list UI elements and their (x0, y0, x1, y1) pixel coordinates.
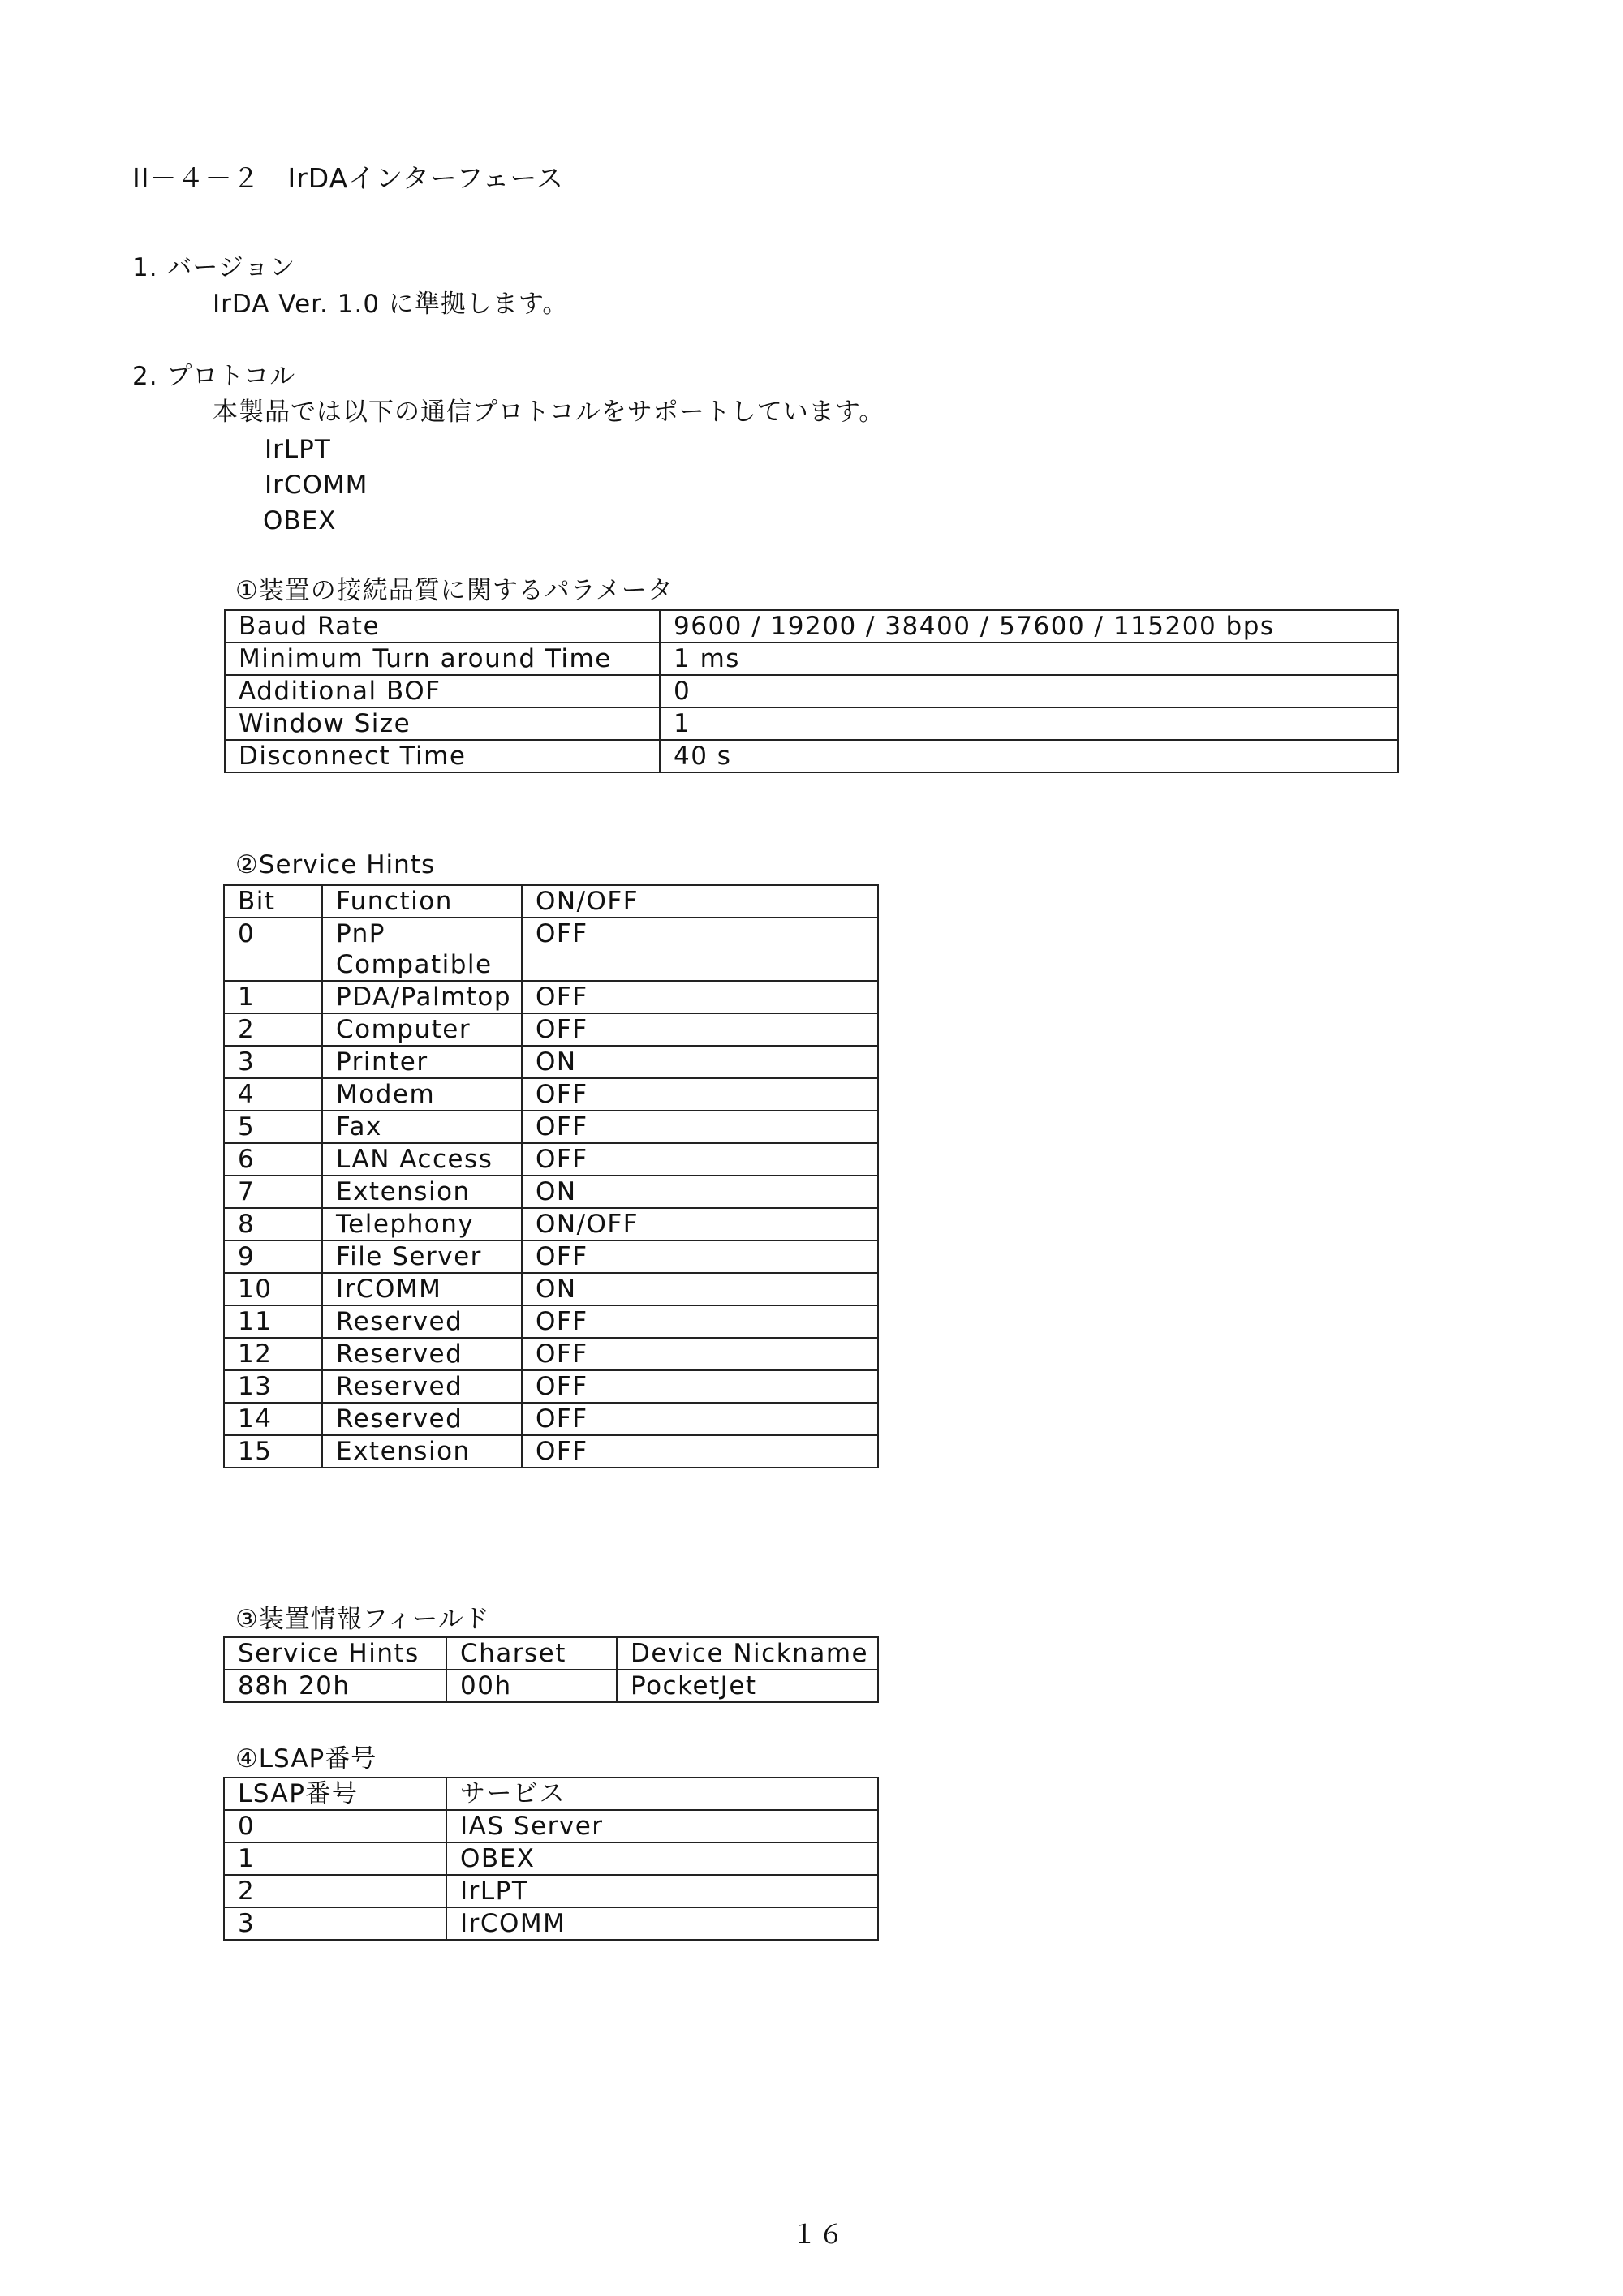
column-header: Device Nickname (617, 1637, 878, 1670)
function-cell: Reserved (322, 1338, 522, 1370)
bit-cell: 2 (224, 1013, 322, 1046)
table-header-row (224, 1637, 878, 1670)
column-header: Function (322, 885, 522, 918)
lsap-number-cell: 1 (224, 1842, 446, 1875)
bit-cell: 3 (224, 1046, 322, 1078)
bit-cell: 13 (224, 1370, 322, 1403)
table-row (224, 918, 878, 981)
bit-cell: 8 (224, 1208, 322, 1240)
lsap-number-cell: 3 (224, 1907, 446, 1940)
state-cell: ON (522, 1273, 878, 1305)
table-row (225, 675, 1398, 707)
function-cell: Fax (322, 1111, 522, 1143)
table-header-row (224, 885, 878, 918)
state-cell: OFF (522, 1111, 878, 1143)
table-row (224, 1842, 878, 1875)
function-cell: PnP Compatible (322, 918, 522, 981)
state-cell: OFF (522, 1240, 878, 1273)
bit-cell: 9 (224, 1240, 322, 1273)
page-title: II－４－２ IrDAインターフェース (132, 162, 564, 194)
params-table (224, 609, 1399, 773)
function-cell: Extension (322, 1435, 522, 1468)
state-cell: OFF (522, 981, 878, 1013)
param-name: Minimum Turn around Time (225, 643, 660, 675)
table-row (224, 1305, 878, 1338)
bit-cell: 12 (224, 1338, 322, 1370)
bit-cell: 11 (224, 1305, 322, 1338)
state-cell: OFF (522, 1370, 878, 1403)
function-cell: LAN Access (322, 1143, 522, 1176)
bit-cell: 7 (224, 1176, 322, 1208)
lsap-service-cell: IAS Server (446, 1810, 878, 1842)
table-row (224, 1273, 878, 1305)
service-hints-caption: ②Service Hints (235, 850, 436, 879)
charset-value: 00h (446, 1670, 617, 1702)
column-header: Service Hints (224, 1637, 446, 1670)
table-row (224, 1240, 878, 1273)
function-cell: File Server (322, 1240, 522, 1273)
params-table-caption: ①装置の接続品質に関するパラメータ (235, 576, 674, 605)
column-header: サービス (446, 1778, 878, 1810)
service-hints-value: 88h 20h (224, 1670, 446, 1702)
param-value: 0 (660, 675, 1398, 707)
state-cell: OFF (522, 918, 878, 981)
table-row (224, 981, 878, 1013)
function-cell: Extension (322, 1176, 522, 1208)
protocol-item: IrLPT (265, 435, 331, 464)
table-row (224, 1176, 878, 1208)
table-row (224, 1143, 878, 1176)
state-cell: OFF (522, 1078, 878, 1111)
state-cell: OFF (522, 1143, 878, 1176)
state-cell: OFF (522, 1338, 878, 1370)
lsap-number-cell: 0 (224, 1810, 446, 1842)
table-row (224, 1875, 878, 1907)
column-header: Bit (224, 885, 322, 918)
column-header: ON/OFF (522, 885, 878, 918)
table-row (225, 643, 1398, 675)
param-value: 40 s (660, 740, 1398, 772)
function-cell: PDA/Palmtop (322, 981, 522, 1013)
state-cell: ON (522, 1176, 878, 1208)
param-value: 1 (660, 707, 1398, 740)
table-row (225, 707, 1398, 740)
table-row (224, 1013, 878, 1046)
lsap-service-cell: IrLPT (446, 1875, 878, 1907)
param-value: 1 ms (660, 643, 1398, 675)
function-cell: Reserved (322, 1403, 522, 1435)
device-info-caption: ③装置情報フィールド (235, 1605, 490, 1634)
state-cell: OFF (522, 1013, 878, 1046)
bit-cell: 1 (224, 981, 322, 1013)
bit-cell: 14 (224, 1403, 322, 1435)
table-row (224, 1670, 878, 1702)
table-row (225, 610, 1398, 643)
function-cell: Reserved (322, 1305, 522, 1338)
function-cell: Computer (322, 1013, 522, 1046)
state-cell: ON (522, 1046, 878, 1078)
table-row (225, 740, 1398, 772)
device-nickname-value: PocketJet (617, 1670, 878, 1702)
bit-cell: 5 (224, 1111, 322, 1143)
table-row (224, 1810, 878, 1842)
version-section-title: 1. バージョン (132, 253, 296, 282)
lsap-number-cell: 2 (224, 1875, 446, 1907)
param-name: Baud Rate (225, 610, 660, 643)
bit-cell: 10 (224, 1273, 322, 1305)
lsap-service-cell: IrCOMM (446, 1907, 878, 1940)
param-value: 9600 / 19200 / 38400 / 57600 / 115200 bps (660, 610, 1398, 643)
function-cell: Reserved (322, 1370, 522, 1403)
protocol-section-title: 2. プロトコル (132, 362, 296, 391)
state-cell: ON/OFF (522, 1208, 878, 1240)
param-name: Window Size (225, 707, 660, 740)
table-row (224, 1111, 878, 1143)
state-cell: OFF (522, 1305, 878, 1338)
table-header-row (224, 1778, 878, 1810)
device-info-table (223, 1636, 879, 1703)
bit-cell: 15 (224, 1435, 322, 1468)
table-row (224, 1046, 878, 1078)
column-header: LSAP番号 (224, 1778, 446, 1810)
protocol-item: OBEX (263, 506, 337, 535)
function-cell: Printer (322, 1046, 522, 1078)
table-row (224, 1403, 878, 1435)
service-hints-table (223, 884, 879, 1468)
param-name: Disconnect Time (225, 740, 660, 772)
bit-cell: 4 (224, 1078, 322, 1111)
version-section-text: IrDA Ver. 1.0 に準拠します。 (213, 290, 569, 319)
function-cell: IrCOMM (322, 1273, 522, 1305)
table-row (224, 1435, 878, 1468)
protocol-item: IrCOMM (265, 471, 368, 500)
param-name: Additional BOF (225, 675, 660, 707)
table-row (224, 1338, 878, 1370)
state-cell: OFF (522, 1435, 878, 1468)
table-row (224, 1078, 878, 1111)
function-cell: Modem (322, 1078, 522, 1111)
function-cell: Telephony (322, 1208, 522, 1240)
table-row (224, 1907, 878, 1940)
lsap-table (223, 1777, 879, 1941)
bit-cell: 0 (224, 918, 322, 981)
protocol-section-text: 本製品では以下の通信プロトコルをサポートしています。 (213, 398, 885, 427)
bit-cell: 6 (224, 1143, 322, 1176)
lsap-caption: ④LSAP番号 (235, 1744, 377, 1774)
page-number: １６ (791, 2219, 846, 2250)
column-header: Charset (446, 1637, 617, 1670)
state-cell: OFF (522, 1403, 878, 1435)
table-row (224, 1370, 878, 1403)
lsap-service-cell: OBEX (446, 1842, 878, 1875)
table-row (224, 1208, 878, 1240)
